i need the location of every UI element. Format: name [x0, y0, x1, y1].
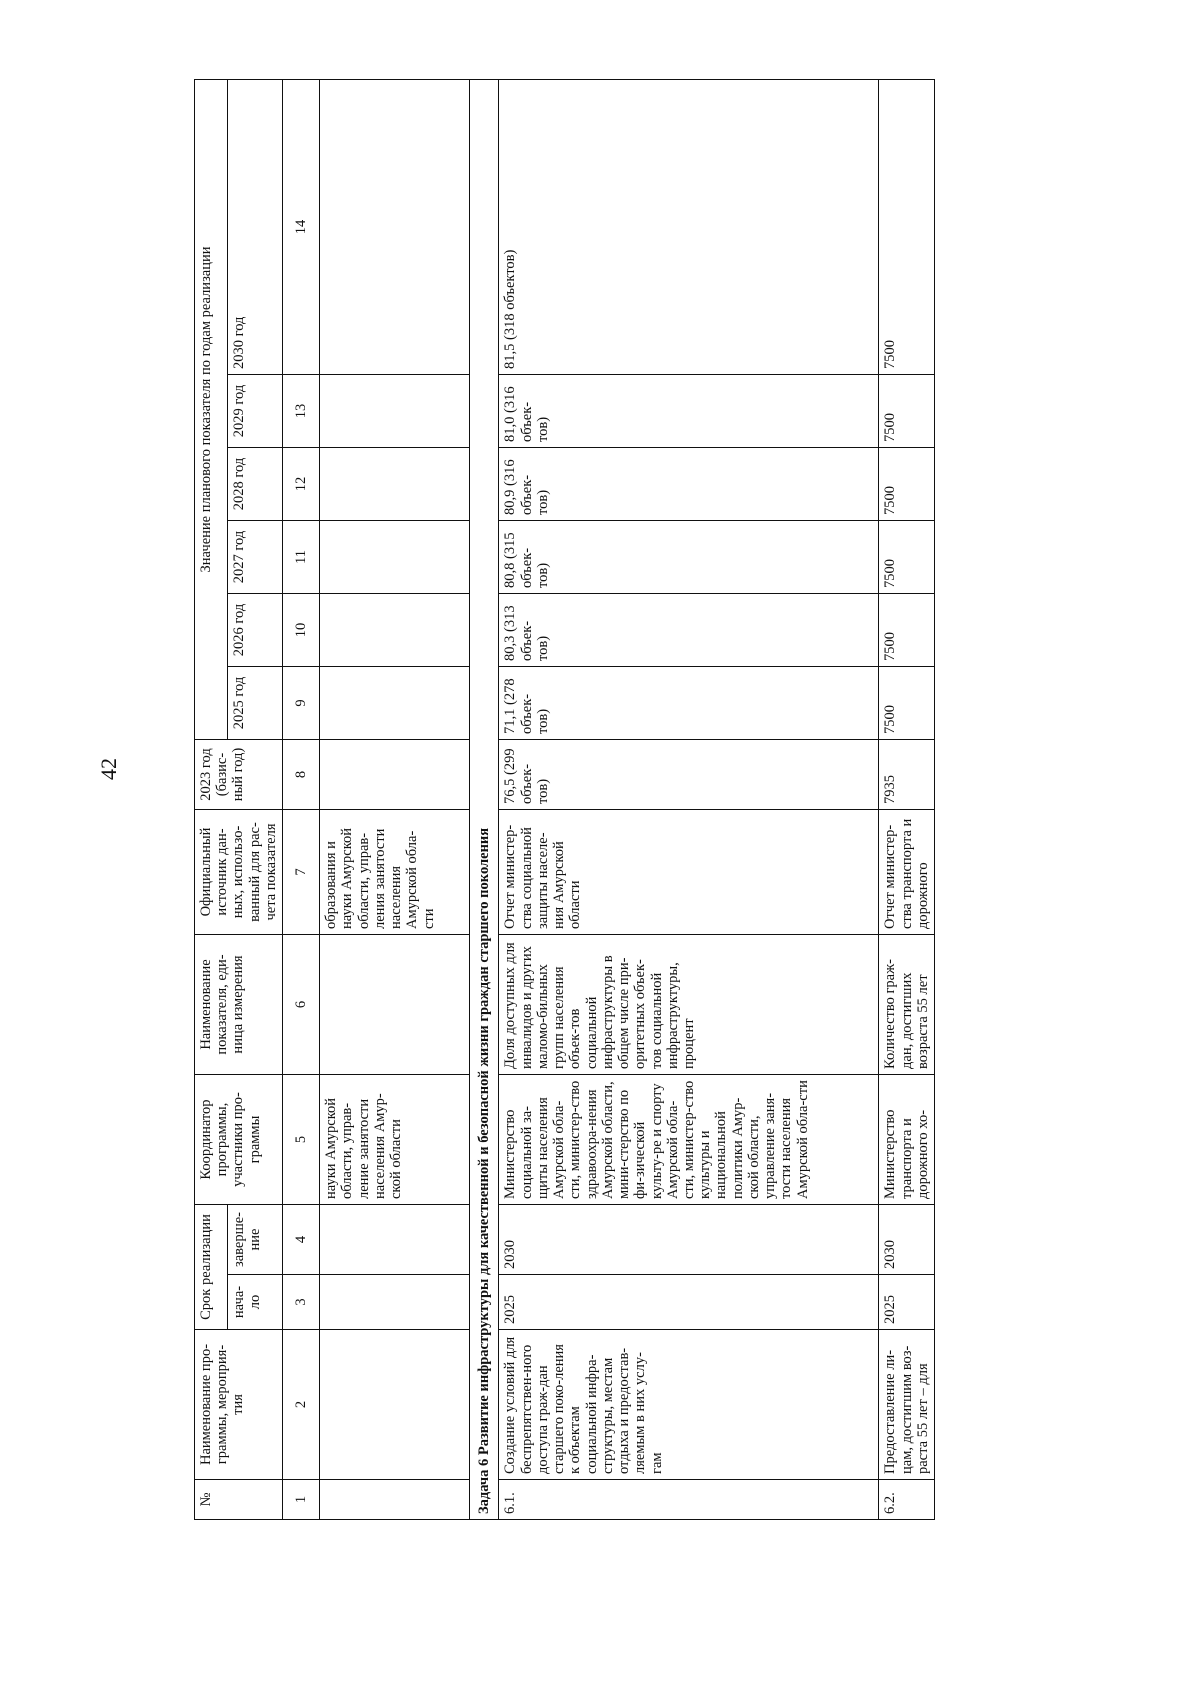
row-value-2025: 7500: [879, 667, 935, 740]
header-year-2026: 2026 год: [227, 594, 283, 667]
header-num: №: [195, 1480, 283, 1520]
row-coordinator: Министерство социальной за-щиты населения Амурской обла-сти, министер-ство здравоохра-нения Амурской области, мини-стерство по фи-зической культу-ре и спорту Амурской обла-сти, министер-ство культуры и национальной политики Амур-ской области, управление заня-тости населения Амурской обла-сти: [499, 1075, 879, 1205]
continuation-row: [320, 79, 470, 1519]
column-number: 7: [283, 810, 320, 935]
row-value-2027: 7500: [879, 521, 935, 594]
row-base: 7935: [879, 740, 935, 810]
row-num: 6.1.: [499, 1480, 879, 1520]
header-end: заверше-ние: [227, 1205, 283, 1275]
row-base: 76,5 (299 объек-тов): [499, 740, 879, 810]
row-value-2028: 7500: [879, 448, 935, 521]
column-number: 2: [283, 1330, 320, 1480]
header-indicator: Наименование показателя, еди-ница измерения: [195, 935, 283, 1075]
header-start: нача-ло: [227, 1275, 283, 1330]
row-source: Отчет министер-ства социальной защиты населе-ния Амурской области: [499, 810, 879, 935]
header-year-2027: 2027 год: [227, 521, 283, 594]
row-end: 2030: [499, 1205, 879, 1275]
row-num: 6.2.: [879, 1480, 935, 1520]
column-number: 3: [283, 1275, 320, 1330]
header-name: Наименование про-граммы, мероприя-тия: [195, 1330, 283, 1480]
rotated-table-container: [194, 100, 1034, 1520]
header-base-year: 2023 год (базис-ный год): [195, 740, 283, 810]
row-source: Отчет министер-ства транспорта и дорожного: [879, 810, 935, 935]
column-number-row: [283, 79, 320, 1519]
column-number: 4: [283, 1205, 320, 1275]
column-number: 12: [283, 448, 320, 521]
column-number: 11: [283, 521, 320, 594]
row-indicator: Количество граж-дан, достигших возраста 55 лет: [879, 935, 935, 1075]
indicators-table: [194, 79, 935, 1520]
column-number: 8: [283, 740, 320, 810]
header-coordinator: Координатор программы, участники про-граммы: [195, 1075, 283, 1205]
header-year-2028: 2028 год: [227, 448, 283, 521]
column-number: 9: [283, 667, 320, 740]
row-value-2030: 81,5 (318 объектов): [499, 79, 879, 374]
header-plan-values: Значение планового показателя по годам реализации: [195, 79, 228, 739]
row-name: Предоставление ли-цам, достигшим воз-раста 55 лет – для: [879, 1330, 935, 1480]
row-indicator: Доля доступных для инвалидов и других маломо-бильных групп населения объек-тов социальной инфраструктуры в общем числе при-оритетных объек-тов социальной инфраструктуры, процент: [499, 935, 879, 1075]
column-number: 6: [283, 935, 320, 1075]
row-value-2027: 80,8 (315 объек-тов): [499, 521, 879, 594]
page-number: 42: [96, 758, 121, 780]
header-year-2029: 2029 год: [227, 375, 283, 448]
row-value-2029: 7500: [879, 375, 935, 448]
row-start: 2025: [879, 1275, 935, 1330]
continuation-coordinator: науки Амурской области, управ-ление занятости населения Амур-ской области: [320, 1075, 470, 1205]
table-row: [499, 79, 879, 1519]
header-source: Официальный источник дан-ных, использо-ванный для рас-чета показателя: [195, 810, 283, 935]
row-value-2026: 7500: [879, 594, 935, 667]
table-row: [879, 79, 935, 1519]
header-year-2025: 2025 год: [227, 667, 283, 740]
column-number: 5: [283, 1075, 320, 1205]
row-end: 2030: [879, 1205, 935, 1275]
row-value-2030: 7500: [879, 79, 935, 374]
row-value-2026: 80,3 (313 объек-тов): [499, 594, 879, 667]
row-coordinator: Министерство транспорта и дорожного хо-: [879, 1075, 935, 1205]
header-year-2030: 2030 год: [227, 79, 283, 374]
row-value-2025: 71,1 (278 объек-тов): [499, 667, 879, 740]
row-value-2029: 81,0 (316 объек-тов): [499, 375, 879, 448]
continuation-source: образования и науки Амурской области, управ-ления занятости населения Амурской обла-сти: [320, 810, 470, 935]
row-name: Создание условий для беспрепятствен-ного доступа граж-дан старшего поко-ления к объектам социальной инфра-структуры, местам отдыха и предостав-ляемым в них услу-гам: [499, 1330, 879, 1480]
header-period: Срок реализации: [195, 1205, 228, 1330]
column-number: 13: [283, 375, 320, 448]
task-title: Задача 6 Развитие инфраструктуры для качественной и безопасной жизни граждан старшего поколения: [470, 79, 499, 1519]
row-start: 2025: [499, 1275, 879, 1330]
row-value-2028: 80,9 (316 объек-тов): [499, 448, 879, 521]
column-number: 1: [283, 1480, 320, 1520]
column-number: 10: [283, 594, 320, 667]
task-row: [470, 79, 499, 1519]
column-number: 14: [283, 79, 320, 374]
